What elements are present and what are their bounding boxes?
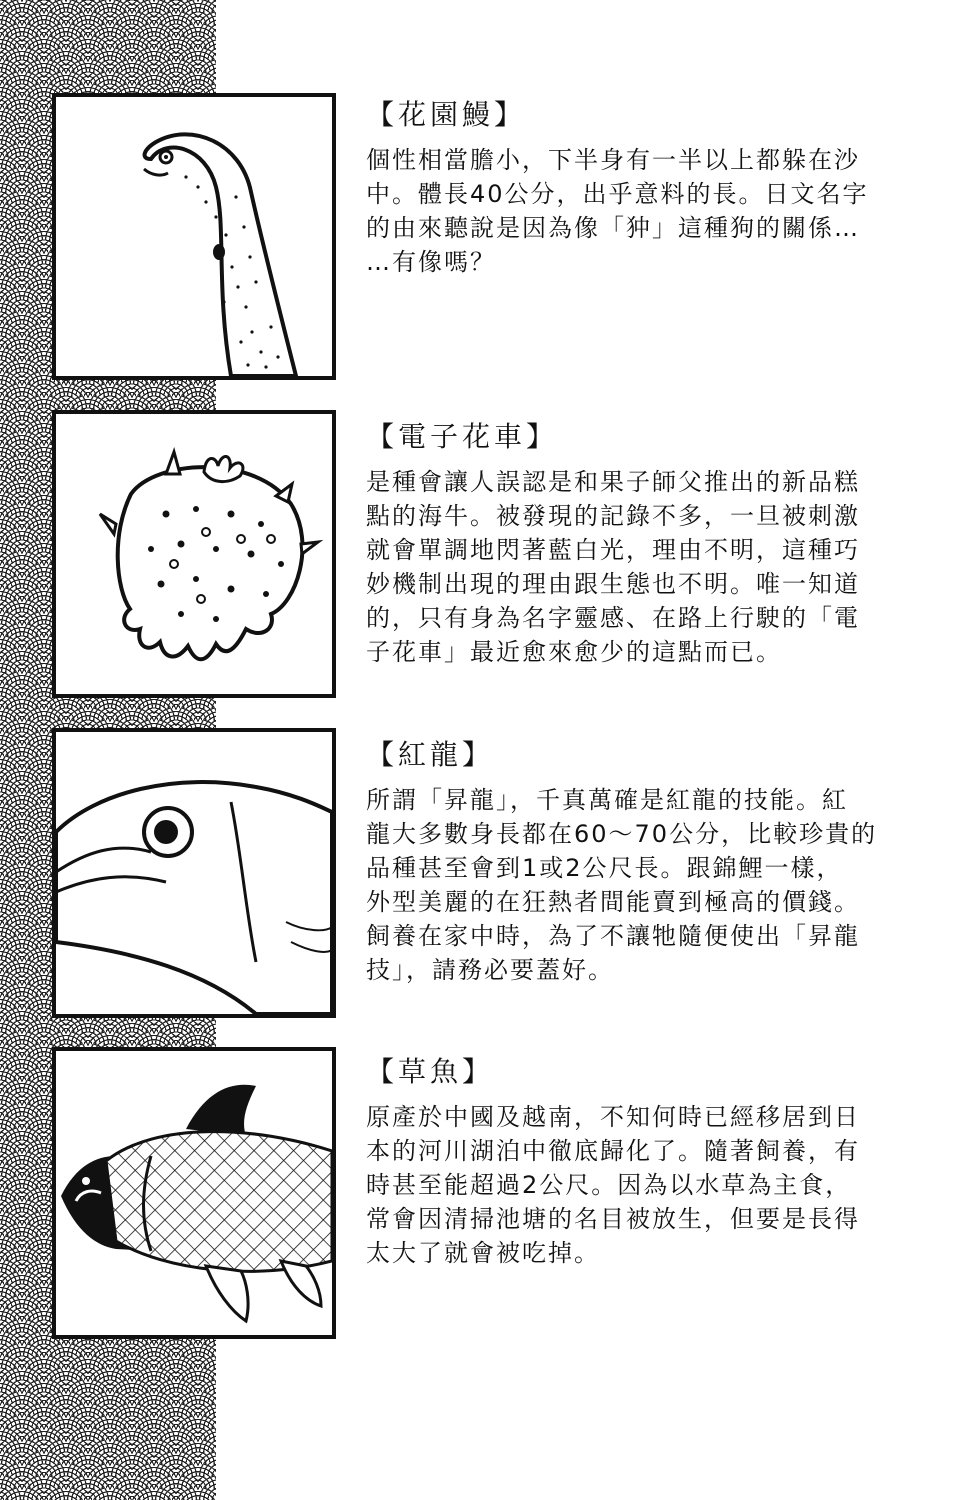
entry-title: 【電子花車】 — [366, 420, 559, 453]
arowana-entry — [366, 733, 886, 987]
body-line: 時甚至能超過2公尺。因為以水草為主食， — [366, 1171, 852, 1199]
body-line: 太大了就會被吃掉。 — [366, 1239, 600, 1267]
entry-title: 【草魚】 — [366, 1055, 495, 1088]
body-line: 外型美麗的在狂熱者間能賣到極高的價錢。 — [366, 888, 860, 916]
arowana-illustration — [52, 728, 336, 1018]
body-line: 的，只有身為名字靈感、在路上行駛的「電 — [366, 604, 860, 632]
grass-carp-illustration — [52, 1047, 336, 1339]
body-line: 就會單調地閃著藍白光，理由不明，這種巧 — [366, 536, 860, 564]
body-line: 妙機制出現的理由跟生態也不明。唯一知道 — [366, 570, 860, 598]
body-line: 點的海牛。被發現的記錄不多，一旦被刺激 — [366, 502, 860, 530]
body-line: 是種會讓人誤認是和果子師父推出的新品糕 — [366, 468, 860, 496]
body-line: 子花車」最近愈來愈少的這點而已。 — [366, 638, 782, 666]
entry-body — [366, 143, 886, 279]
body-line: 的由來聽說是因為像「狆」這種狗的關係… — [366, 214, 860, 242]
body-line: 所謂「昇龍」，千真萬確是紅龍的技能。紅 — [366, 786, 848, 814]
entry-body — [366, 465, 886, 669]
entry-title: 【紅龍】 — [366, 738, 495, 771]
grass-carp-entry — [366, 1050, 886, 1270]
body-line: 技」，請務必要蓋好。 — [366, 956, 614, 984]
body-line: 飼養在家中時，為了不讓牠隨便使出「昇龍 — [366, 922, 860, 950]
sea-slug-illustration — [52, 410, 336, 698]
body-line: 個性相當膽小，下半身有一半以上都躲在沙 — [366, 146, 860, 174]
body-line: 常會因清掃池塘的名目被放生，但要是長得 — [366, 1205, 860, 1233]
garden-eel-entry — [366, 93, 886, 279]
entry-body — [366, 1100, 886, 1270]
body-line: 品種甚至會到1或2公尺長。跟錦鯉一樣， — [366, 854, 843, 882]
body-line: 中。體長40公分，出乎意料的長。日文名字 — [366, 180, 869, 208]
entry-title: 【花園鰻】 — [366, 98, 527, 131]
body-line: …有像嗎？ — [366, 248, 496, 276]
body-line: 本的河川湖泊中徹底歸化了。隨著飼養，有 — [366, 1137, 860, 1165]
body-line: 龍大多數身長都在60～70公分，比較珍貴的 — [366, 820, 878, 848]
body-line: 原產於中國及越南，不知何時已經移居到日 — [366, 1103, 860, 1131]
entry-body — [366, 783, 886, 987]
garden-eel-illustration — [52, 93, 336, 380]
sea-slug-entry — [366, 415, 886, 669]
